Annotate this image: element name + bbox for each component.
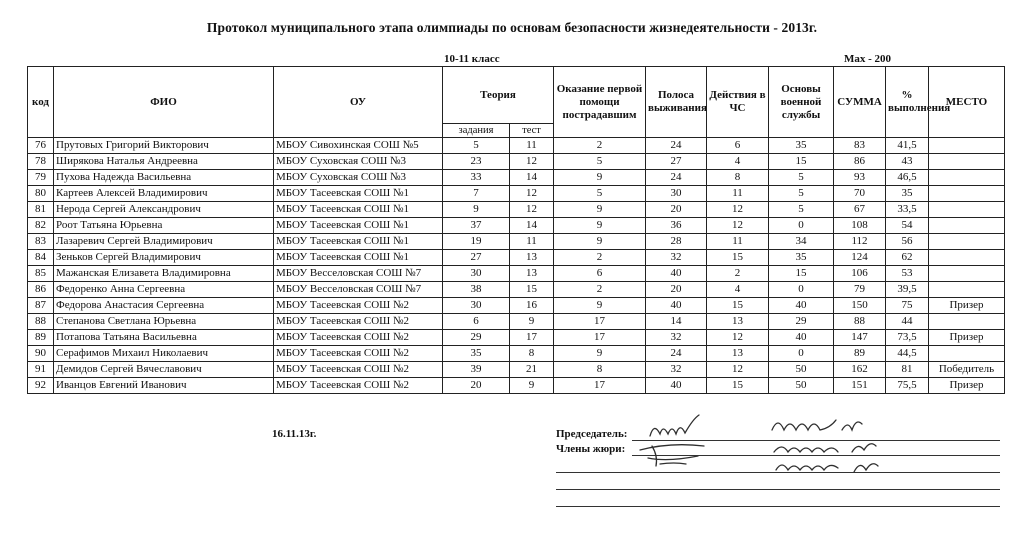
table-body	[28, 138, 1005, 394]
cell-sum: 93	[834, 170, 886, 186]
cell-emergency: 13	[707, 346, 769, 362]
cell-military: 50	[769, 378, 834, 394]
cell-kod: 87	[28, 298, 54, 314]
table-row	[28, 202, 1005, 218]
cell-military: 40	[769, 330, 834, 346]
cell-theory-tasks: 9	[443, 202, 510, 218]
cell-fio: Прутовых Григорий Викторович	[54, 138, 274, 154]
cell-sum: 83	[834, 138, 886, 154]
jury-signature	[774, 444, 876, 452]
cell-military: 40	[769, 298, 834, 314]
cell-first-aid: 8	[554, 362, 646, 378]
results-table	[27, 66, 1005, 394]
cell-emergency: 4	[707, 282, 769, 298]
cell-percent: 54	[886, 218, 929, 234]
cell-survival: 27	[646, 154, 707, 170]
cell-emergency: 11	[707, 234, 769, 250]
cell-ou: МБОУ Тасеевская СОШ №1	[274, 250, 443, 266]
cell-theory-test: 12	[510, 186, 554, 202]
cell-kod: 84	[28, 250, 54, 266]
cell-ou: МБОУ Тасеевская СОШ №1	[274, 218, 443, 234]
cell-theory-test: 9	[510, 314, 554, 330]
cell-emergency: 15	[707, 298, 769, 314]
table-row	[28, 138, 1005, 154]
max-score-label: Max - 200	[844, 53, 892, 65]
cell-percent: 35	[886, 186, 929, 202]
signature-line	[632, 455, 1000, 456]
table-row	[28, 330, 1005, 346]
cell-percent: 43	[886, 154, 929, 170]
cell-first-aid: 6	[554, 266, 646, 282]
cell-emergency: 15	[707, 250, 769, 266]
cell-first-aid: 2	[554, 250, 646, 266]
cell-place: Победитель	[929, 362, 1005, 378]
cell-first-aid: 9	[554, 202, 646, 218]
cell-theory-tasks: 37	[443, 218, 510, 234]
cell-theory-tasks: 7	[443, 186, 510, 202]
cell-theory-tasks: 30	[443, 266, 510, 282]
cell-fio: Серафимов Михаил Николаевич	[54, 346, 274, 362]
cell-kod: 79	[28, 170, 54, 186]
cell-percent: 73,5	[886, 330, 929, 346]
cell-sum: 106	[834, 266, 886, 282]
cell-theory-tasks: 27	[443, 250, 510, 266]
cell-kod: 90	[28, 346, 54, 362]
cell-place: Призер	[929, 298, 1005, 314]
header-theory-tasks: задания	[443, 124, 510, 138]
cell-survival: 32	[646, 330, 707, 346]
cell-military: 15	[769, 154, 834, 170]
cell-survival: 24	[646, 138, 707, 154]
chairman-signature	[650, 415, 699, 436]
cell-sum: 162	[834, 362, 886, 378]
cell-ou: МБОУ Весселовская СОШ №7	[274, 266, 443, 282]
cell-percent: 39,5	[886, 282, 929, 298]
cell-fio: Демидов Сергей Вячеславович	[54, 362, 274, 378]
cell-percent: 33,5	[886, 202, 929, 218]
header-percent: % выполнения	[886, 67, 929, 138]
cell-kod: 81	[28, 202, 54, 218]
cell-ou: МБОУ Тасеевская СОШ №2	[274, 362, 443, 378]
cell-survival: 40	[646, 266, 707, 282]
cell-military: 5	[769, 186, 834, 202]
cell-sum: 112	[834, 234, 886, 250]
cell-survival: 30	[646, 186, 707, 202]
cell-ou: МБОУ Тасеевская СОШ №1	[274, 234, 443, 250]
chairman-label: Председатель:	[556, 428, 628, 440]
cell-survival: 28	[646, 234, 707, 250]
header-place: МЕСТО	[929, 67, 1005, 138]
cell-kod: 92	[28, 378, 54, 394]
cell-theory-test: 17	[510, 330, 554, 346]
cell-emergency: 6	[707, 138, 769, 154]
cell-survival: 24	[646, 346, 707, 362]
cell-theory-test: 13	[510, 250, 554, 266]
cell-place	[929, 250, 1005, 266]
header-first-aid: Оказание первой помощи пострадавшим	[554, 67, 646, 138]
cell-percent: 53	[886, 266, 929, 282]
cell-theory-tasks: 19	[443, 234, 510, 250]
header-sum: СУММА	[834, 67, 886, 138]
table-row	[28, 362, 1005, 378]
header-emergency: Действия в ЧС	[707, 67, 769, 138]
header-survival: Полоса выживания	[646, 67, 707, 138]
table-row	[28, 266, 1005, 282]
cell-theory-test: 14	[510, 170, 554, 186]
cell-place	[929, 346, 1005, 362]
cell-military: 5	[769, 170, 834, 186]
cell-sum: 151	[834, 378, 886, 394]
cell-ou: МБОУ Суховская СОШ №3	[274, 170, 443, 186]
cell-first-aid: 9	[554, 234, 646, 250]
cell-percent: 62	[886, 250, 929, 266]
signature-line	[556, 472, 1000, 473]
cell-first-aid: 17	[554, 378, 646, 394]
table-row	[28, 218, 1005, 234]
cell-percent: 75,5	[886, 378, 929, 394]
table-row	[28, 282, 1005, 298]
cell-emergency: 12	[707, 330, 769, 346]
cell-ou: МБОУ Тасеевская СОШ №2	[274, 378, 443, 394]
table-row	[28, 170, 1005, 186]
cell-place	[929, 154, 1005, 170]
cell-ou: МБОУ Весселовская СОШ №7	[274, 282, 443, 298]
cell-fio: Лазаревич Сергей Владимирович	[54, 234, 274, 250]
cell-survival: 32	[646, 362, 707, 378]
cell-military: 35	[769, 250, 834, 266]
cell-military: 0	[769, 282, 834, 298]
header-theory-test: тест	[510, 124, 554, 138]
cell-military: 5	[769, 202, 834, 218]
cell-theory-test: 11	[510, 234, 554, 250]
cell-sum: 86	[834, 154, 886, 170]
cell-kod: 89	[28, 330, 54, 346]
cell-sum: 88	[834, 314, 886, 330]
chairman-signature	[772, 420, 862, 430]
table-row	[28, 346, 1005, 362]
cell-survival: 20	[646, 202, 707, 218]
cell-military: 0	[769, 346, 834, 362]
cell-ou: МБОУ Тасеевская СОШ №2	[274, 298, 443, 314]
cell-military: 29	[769, 314, 834, 330]
cell-first-aid: 2	[554, 138, 646, 154]
cell-place	[929, 170, 1005, 186]
cell-sum: 147	[834, 330, 886, 346]
cell-theory-tasks: 23	[443, 154, 510, 170]
cell-theory-tasks: 30	[443, 298, 510, 314]
cell-fio: Картеев Алексей Владимирович	[54, 186, 274, 202]
cell-percent: 75	[886, 298, 929, 314]
cell-place	[929, 282, 1005, 298]
table-row	[28, 314, 1005, 330]
cell-ou: МБОУ Тасеевская СОШ №1	[274, 202, 443, 218]
cell-survival: 20	[646, 282, 707, 298]
cell-first-aid: 2	[554, 282, 646, 298]
header-military: Основы военной службы	[769, 67, 834, 138]
cell-theory-test: 14	[510, 218, 554, 234]
header-kod: код	[28, 67, 54, 138]
cell-percent: 81	[886, 362, 929, 378]
cell-emergency: 12	[707, 202, 769, 218]
cell-theory-tasks: 35	[443, 346, 510, 362]
cell-theory-test: 21	[510, 362, 554, 378]
cell-military: 35	[769, 138, 834, 154]
cell-fio: Нерода Сергей Александрович	[54, 202, 274, 218]
cell-sum: 67	[834, 202, 886, 218]
cell-fio: Степанова Светлана Юрьевна	[54, 314, 274, 330]
cell-first-aid: 5	[554, 186, 646, 202]
cell-place	[929, 266, 1005, 282]
cell-survival: 14	[646, 314, 707, 330]
cell-place	[929, 138, 1005, 154]
cell-kod: 82	[28, 218, 54, 234]
cell-place	[929, 202, 1005, 218]
cell-place	[929, 186, 1005, 202]
table-row	[28, 234, 1005, 250]
cell-kod: 83	[28, 234, 54, 250]
cell-theory-test: 16	[510, 298, 554, 314]
cell-emergency: 15	[707, 378, 769, 394]
cell-survival: 24	[646, 170, 707, 186]
cell-ou: МБОУ Тасеевская СОШ №2	[274, 314, 443, 330]
cell-survival: 40	[646, 298, 707, 314]
cell-fio: Зеньков Сергей Владимирович	[54, 250, 274, 266]
cell-emergency: 11	[707, 186, 769, 202]
cell-theory-test: 13	[510, 266, 554, 282]
cell-fio: Федорова Анастасия Сергеевна	[54, 298, 274, 314]
cell-place	[929, 218, 1005, 234]
cell-emergency: 12	[707, 218, 769, 234]
cell-fio: Пухова Надежда Васильевна	[54, 170, 274, 186]
cell-percent: 41,5	[886, 138, 929, 154]
cell-theory-test: 12	[510, 154, 554, 170]
class-label: 10-11 класс	[444, 53, 500, 65]
cell-first-aid: 9	[554, 218, 646, 234]
cell-percent: 56	[886, 234, 929, 250]
signature-line	[632, 440, 1000, 441]
cell-place	[929, 314, 1005, 330]
cell-ou: МБОУ Сивохинская СОШ №5	[274, 138, 443, 154]
cell-sum: 124	[834, 250, 886, 266]
cell-sum: 108	[834, 218, 886, 234]
cell-sum: 150	[834, 298, 886, 314]
cell-military: 0	[769, 218, 834, 234]
cell-first-aid: 17	[554, 330, 646, 346]
jury-signature	[776, 464, 878, 472]
cell-sum: 89	[834, 346, 886, 362]
table-row	[28, 298, 1005, 314]
cell-kod: 91	[28, 362, 54, 378]
table-row	[28, 154, 1005, 170]
protocol-date: 16.11.13г.	[272, 428, 317, 440]
cell-ou: МБОУ Тасеевская СОШ №1	[274, 186, 443, 202]
cell-fio: Роот Татьяна Юрьевна	[54, 218, 274, 234]
cell-survival: 36	[646, 218, 707, 234]
cell-theory-test: 9	[510, 378, 554, 394]
cell-emergency: 12	[707, 362, 769, 378]
cell-theory-tasks: 38	[443, 282, 510, 298]
cell-survival: 32	[646, 250, 707, 266]
cell-theory-test: 15	[510, 282, 554, 298]
cell-first-aid: 9	[554, 170, 646, 186]
cell-percent: 44,5	[886, 346, 929, 362]
signature-line	[556, 506, 1000, 507]
cell-place: Призер	[929, 330, 1005, 346]
cell-military: 15	[769, 266, 834, 282]
table-row	[28, 250, 1005, 266]
header-fio: ФИО	[54, 67, 274, 138]
cell-first-aid: 5	[554, 154, 646, 170]
cell-survival: 40	[646, 378, 707, 394]
cell-theory-tasks: 39	[443, 362, 510, 378]
cell-first-aid: 9	[554, 346, 646, 362]
cell-emergency: 8	[707, 170, 769, 186]
cell-theory-test: 12	[510, 202, 554, 218]
cell-percent: 46,5	[886, 170, 929, 186]
header-ou: ОУ	[274, 67, 443, 138]
table-row	[28, 378, 1005, 394]
cell-emergency: 13	[707, 314, 769, 330]
cell-fio: Иванцов Евгений Иванович	[54, 378, 274, 394]
cell-first-aid: 17	[554, 314, 646, 330]
cell-kod: 88	[28, 314, 54, 330]
cell-fio: Потапова Татьяна Васильевна	[54, 330, 274, 346]
cell-kod: 80	[28, 186, 54, 202]
cell-theory-tasks: 5	[443, 138, 510, 154]
cell-ou: МБОУ Тасеевская СОШ №2	[274, 346, 443, 362]
cell-theory-tasks: 20	[443, 378, 510, 394]
cell-kod: 78	[28, 154, 54, 170]
cell-kod: 85	[28, 266, 54, 282]
cell-kod: 76	[28, 138, 54, 154]
cell-ou: МБОУ Суховская СОШ №3	[274, 154, 443, 170]
cell-sum: 70	[834, 186, 886, 202]
cell-theory-tasks: 6	[443, 314, 510, 330]
cell-theory-tasks: 33	[443, 170, 510, 186]
cell-percent: 44	[886, 314, 929, 330]
cell-emergency: 2	[707, 266, 769, 282]
cell-fio: Федоренко Анна Сергеевна	[54, 282, 274, 298]
cell-fio: Ширякова Наталья Андреевна	[54, 154, 274, 170]
cell-place	[929, 234, 1005, 250]
cell-kod: 86	[28, 282, 54, 298]
jury-label: Члены жюри:	[556, 443, 626, 455]
cell-fio: Мажанская Елизавета Владимировна	[54, 266, 274, 282]
cell-emergency: 4	[707, 154, 769, 170]
cell-theory-tasks: 29	[443, 330, 510, 346]
cell-military: 34	[769, 234, 834, 250]
cell-first-aid: 9	[554, 298, 646, 314]
cell-place: Призер	[929, 378, 1005, 394]
header-theory: Теория	[443, 67, 554, 124]
cell-military: 50	[769, 362, 834, 378]
cell-sum: 79	[834, 282, 886, 298]
cell-theory-test: 8	[510, 346, 554, 362]
table-row	[28, 186, 1005, 202]
cell-theory-test: 11	[510, 138, 554, 154]
page-title: Протокол муниципального этапа олимпиады по основам безопасности жизнедеятельности - 2013г.	[206, 20, 818, 35]
cell-ou: МБОУ Тасеевская СОШ №2	[274, 330, 443, 346]
signature-line	[556, 489, 1000, 490]
